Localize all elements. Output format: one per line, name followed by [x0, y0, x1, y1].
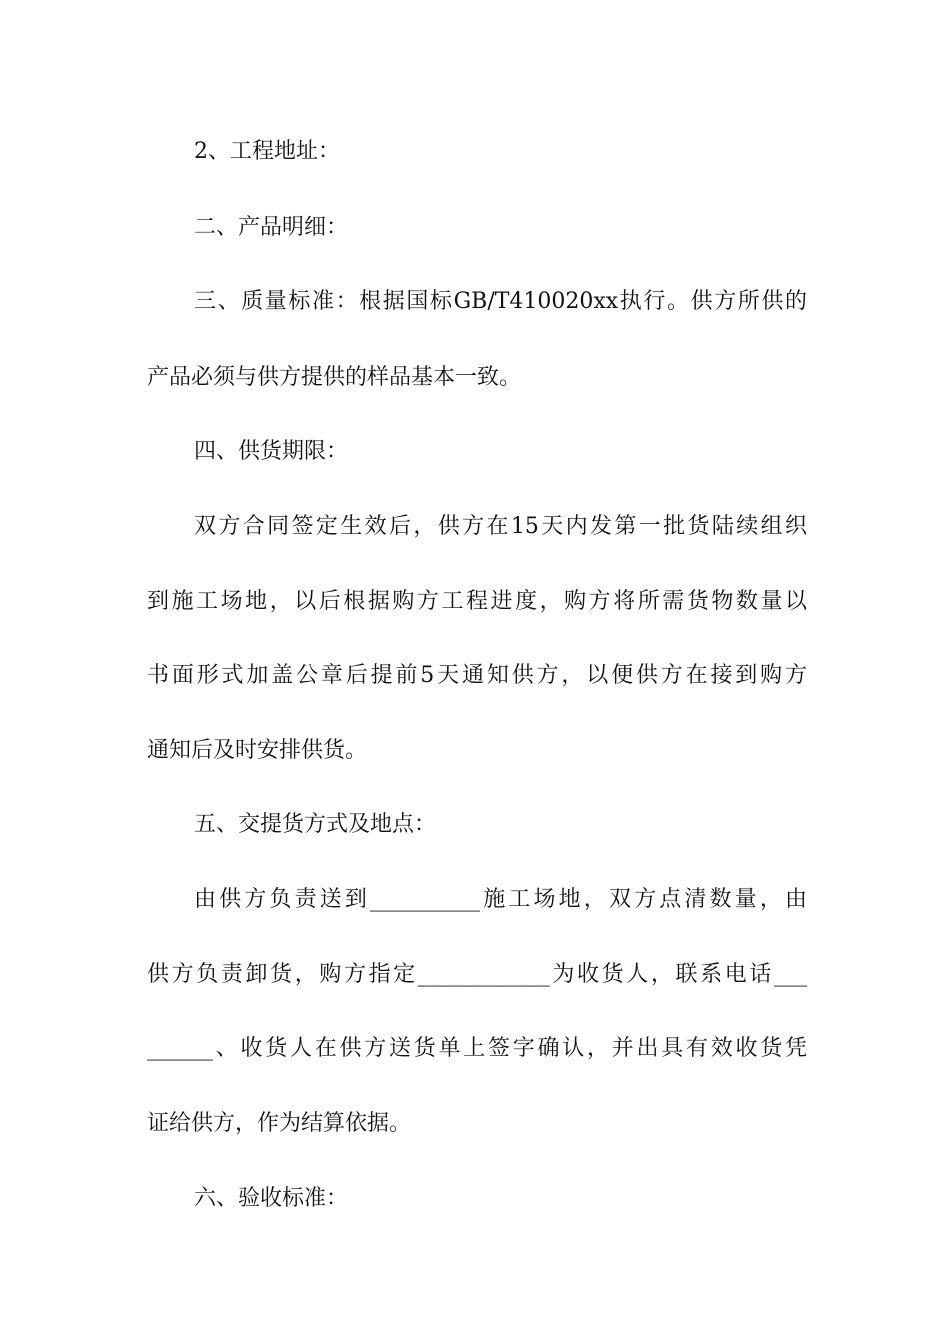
- supply-period-line-2: 到施工场地，以后根据购方工程进度，购方将所需货物数量以: [147, 589, 807, 614]
- supply-period-line-4: 通知后及时安排供货。: [147, 738, 368, 763]
- delivery-method-line-1: 由供方负责送到__________施工场地，双方点清数量，由: [194, 887, 807, 912]
- delivery-method-line-3: ______、收货人在供方送货单上签字确认，并出具有效收货凭: [147, 1036, 807, 1061]
- acceptance-standard-heading: 六、验收标准：: [194, 1186, 349, 1211]
- supply-period-heading: 四、供货期限：: [194, 439, 349, 464]
- section-project-address: 2、工程地址：: [194, 139, 340, 164]
- section-product-details-heading: 二、产品明细：: [194, 215, 349, 240]
- supply-period-line-3: 书面形式加盖公章后提前5天通知供方，以便供方在接到购方: [147, 663, 807, 688]
- supply-period-line-1: 双方合同签定生效后，供方在15天内发第一批货陆续组织: [194, 514, 807, 539]
- delivery-method-heading: 五、交提货方式及地点：: [194, 812, 437, 837]
- quality-standard-line-2: 产品必须与供方提供的样品基本一致。: [147, 365, 522, 390]
- delivery-method-line-4: 证给供方，作为结算依据。: [147, 1111, 412, 1136]
- delivery-method-line-2: 供方负责卸货，购方指定____________为收货人，联系电话___: [147, 962, 807, 987]
- quality-standard-line-1: 三、质量标准：根据国标GB/T410020xx执行。供方所供的: [194, 289, 807, 314]
